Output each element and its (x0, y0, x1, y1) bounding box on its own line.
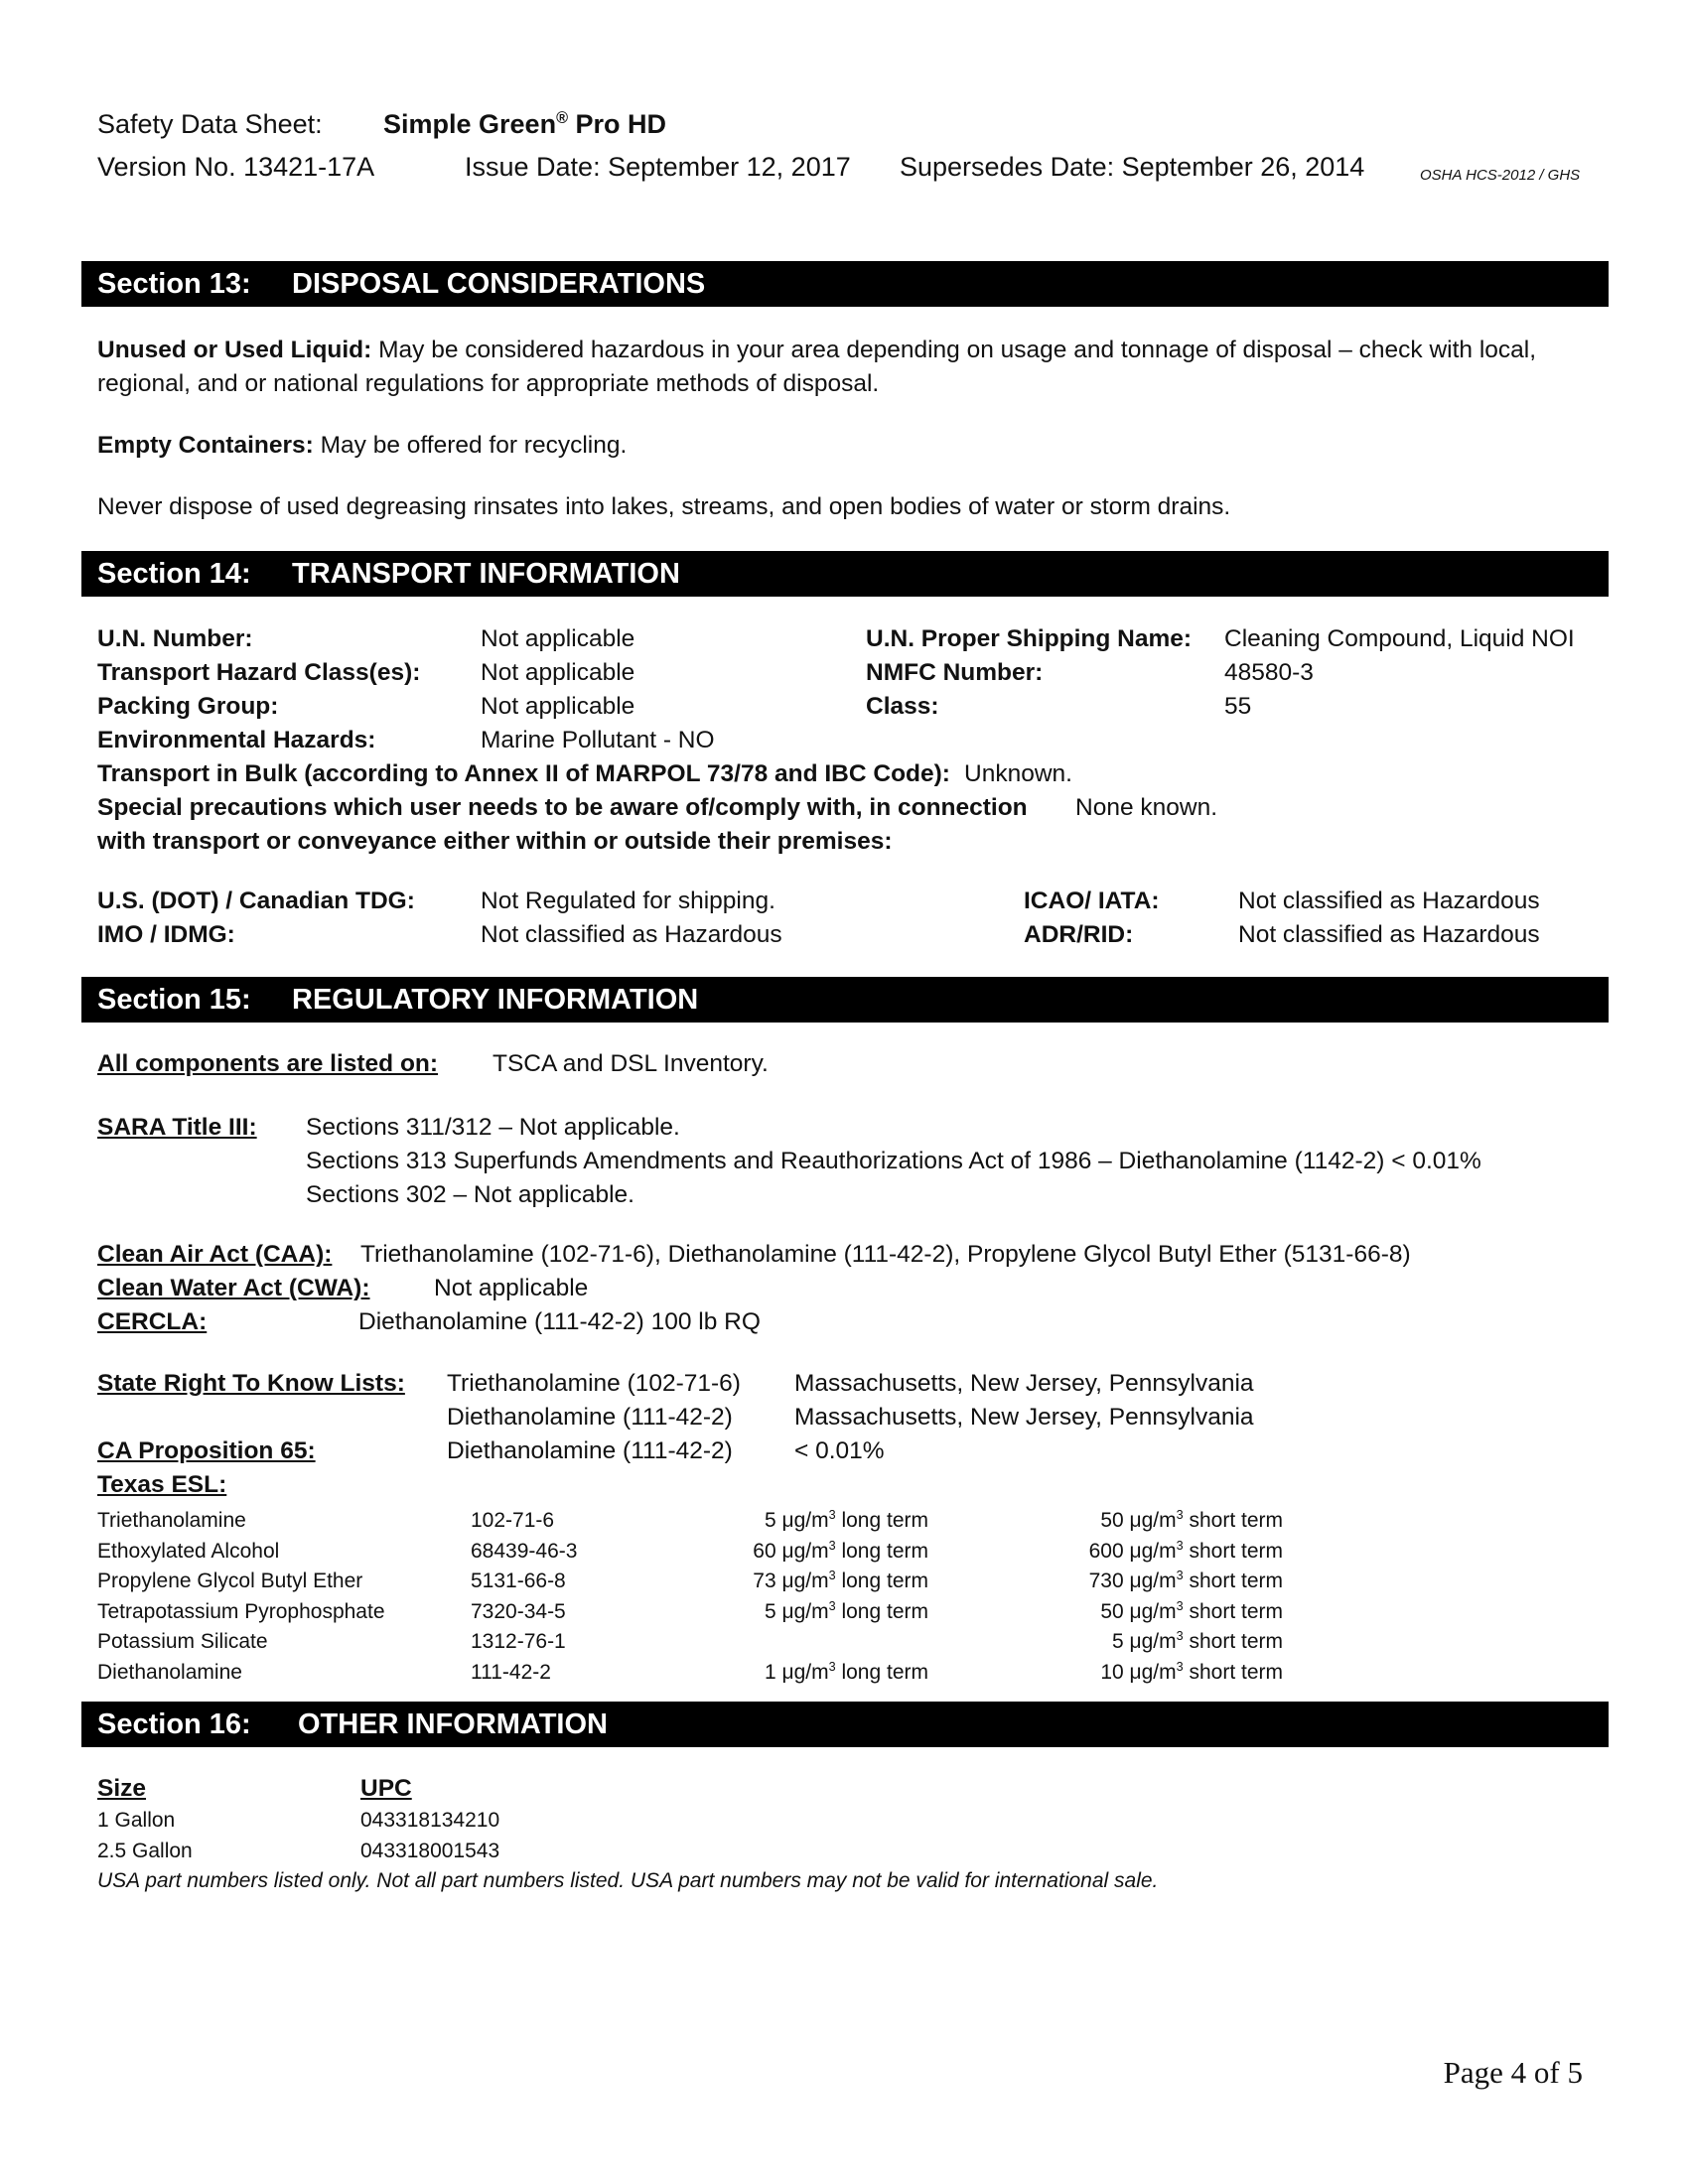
caa-label: Clean Air Act (CAA): (97, 1241, 333, 1268)
unused-liquid-label: Unused or Used Liquid: (97, 337, 372, 363)
esl-unit-exponent: 3 (1176, 1598, 1184, 1613)
esl-value: 5 (764, 1599, 776, 1623)
esl-unit: μg/m (1129, 1570, 1177, 1592)
page-number: Page 4 of 5 (1443, 2055, 1583, 2090)
srtk-chemical-1: Triethanolamine (102-71-6) (447, 1370, 741, 1397)
texas-esl-long-term (753, 1570, 928, 1593)
sara-line-2: Sections 313 Superfunds Amendments and Reauthorizations Act of 1986 – Diethanolamine (1142-2) < 0.01% (306, 1148, 1481, 1174)
esl-unit: μg/m (781, 1570, 829, 1592)
texas-esl-chemical: Tetrapotassium Pyrophosphate (97, 1599, 385, 1623)
class-label: Class: (866, 693, 939, 720)
packing-group-value: Not applicable (481, 693, 635, 720)
texas-esl-short-term (1100, 1600, 1283, 1624)
esl-suffix: short term (1183, 1660, 1283, 1684)
empty-containers-text: May be offered for recycling. (313, 432, 628, 459)
unused-liquid-paragraph (97, 334, 1597, 401)
product-name-text: Simple Green (383, 109, 557, 139)
texas-esl-long-term (753, 1540, 928, 1564)
sara-line-1: Sections 311/312 – Not applicable. (306, 1114, 680, 1141)
esl-value: 600 (1088, 1539, 1124, 1563)
esl-value: 730 (1088, 1570, 1124, 1592)
bulk-transport-label: Transport in Bulk (according to Annex II of MARPOL 73/78 and IBC Code): (97, 760, 950, 787)
caa-value: Triethanolamine (102-71-6), Diethanolamine (111-42-2), Propylene Glycol Butyl Ether (5131-66-8) (360, 1241, 1411, 1268)
cwa-value: Not applicable (434, 1275, 589, 1301)
esl-unit: μg/m (781, 1539, 829, 1563)
hazard-class-label: Transport Hazard Class(es): (97, 659, 421, 686)
esl-unit-exponent: 3 (828, 1659, 836, 1674)
issue-date: Issue Date: September 12, 2017 (465, 152, 851, 182)
section-13-header (81, 261, 1609, 307)
esl-unit-exponent: 3 (828, 1538, 836, 1553)
texas-esl-chemical: Propylene Glycol Butyl Ether (97, 1570, 363, 1592)
components-listed-label: All components are listed on: (97, 1050, 439, 1077)
shipping-name-label: U.N. Proper Shipping Name: (866, 625, 1193, 652)
version-number: Version No. 13421-17A (97, 152, 375, 182)
bulk-transport-value: Unknown. (964, 760, 1072, 787)
special-precautions-value: None known. (1075, 794, 1218, 821)
upc-size: 1 Gallon (97, 1809, 176, 1832)
esl-unit: μg/m (1129, 1660, 1177, 1684)
imo-label: IMO / IDMG: (97, 921, 235, 948)
texas-esl-chemical: Triethanolamine (97, 1509, 246, 1532)
product-name (383, 109, 666, 140)
env-hazards-value: Marine Pollutant - NO (481, 727, 715, 753)
texas-esl-short-term (1089, 1570, 1283, 1593)
esl-unit-exponent: 3 (828, 1569, 836, 1582)
esl-suffix: short term (1183, 1570, 1283, 1592)
esl-unit-exponent: 3 (1176, 1538, 1184, 1553)
section-14-number: Section 14: (97, 558, 251, 590)
part-numbers-note: USA part numbers listed only. Not all part numbers listed. USA part numbers may not be valid for international sale. (97, 1869, 1159, 1892)
esl-unit-exponent: 3 (828, 1598, 836, 1613)
esl-suffix: long term (835, 1509, 928, 1532)
state-right-to-know-label: State Right To Know Lists: (97, 1370, 405, 1397)
cercla-label: CERCLA: (97, 1308, 208, 1335)
icao-value: Not classified as Hazardous (1238, 887, 1540, 914)
esl-unit-exponent: 3 (1176, 1659, 1184, 1674)
supersedes-date: Supersedes Date: September 26, 2014 (900, 152, 1365, 182)
empty-containers-label: Empty Containers: (97, 432, 314, 459)
esl-suffix: short term (1183, 1630, 1283, 1653)
prop65-value: < 0.01% (794, 1437, 885, 1464)
upc-header: UPC (360, 1775, 412, 1802)
esl-unit: μg/m (781, 1599, 829, 1623)
section-15-number: Section 15: (97, 984, 251, 1016)
packing-group-label: Packing Group: (97, 693, 279, 720)
unused-liquid-text: May be considered hazardous in your area depending on usage and tonnage of disposal – check with local, regional, and or national regulations for appropriate methods of disposal. (97, 337, 1537, 397)
esl-suffix: long term (835, 1539, 928, 1563)
section-16-header (81, 1702, 1609, 1747)
texas-esl-short-term (1100, 1509, 1283, 1533)
srtk-states-2: Massachusetts, New Jersey, Pennsylvania (794, 1404, 1254, 1431)
esl-value: 50 (1100, 1599, 1124, 1623)
texas-esl-cas: 111-42-2 (471, 1660, 551, 1684)
esl-suffix: long term (835, 1570, 928, 1592)
upc-size: 2.5 Gallon (97, 1839, 193, 1862)
esl-unit: μg/m (1129, 1509, 1177, 1532)
texas-esl-cas: 1312-76-1 (471, 1630, 566, 1653)
product-suffix: Pro HD (575, 109, 667, 139)
esl-unit: μg/m (1129, 1539, 1177, 1563)
upc-code: 043318001543 (360, 1839, 500, 1862)
esl-value: 60 (753, 1539, 776, 1563)
esl-value: 5 (1111, 1630, 1124, 1653)
esl-value: 1 (764, 1660, 776, 1684)
texas-esl-chemical: Ethoxylated Alcohol (97, 1539, 280, 1563)
special-precautions-label-2: with transport or conveyance either within or outside their premises: (97, 828, 893, 855)
esl-suffix: long term (835, 1599, 928, 1623)
texas-esl-chemical: Diethanolamine (97, 1660, 242, 1684)
texas-esl-cas: 7320-34-5 (471, 1599, 566, 1623)
esl-unit: μg/m (781, 1660, 829, 1684)
prop65-chemical: Diethanolamine (111-42-2) (447, 1437, 733, 1464)
dot-value: Not Regulated for shipping. (481, 887, 775, 914)
never-dispose-paragraph: Never dispose of used degreasing rinsates into lakes, streams, and open bodies of water or storm drains. (97, 493, 1231, 520)
texas-esl-short-term (1112, 1630, 1283, 1654)
esl-suffix: long term (835, 1660, 928, 1684)
adr-value: Not classified as Hazardous (1238, 921, 1540, 948)
hazard-class-value: Not applicable (481, 659, 635, 686)
nmfc-label: NMFC Number: (866, 659, 1044, 686)
empty-containers-paragraph (97, 429, 1597, 463)
esl-value: 5 (764, 1509, 776, 1532)
section-15-title: REGULATORY INFORMATION (292, 984, 699, 1016)
section-14-header (81, 551, 1609, 597)
sds-label: Safety Data Sheet: (97, 109, 323, 139)
section-16-number: Section 16: (97, 1708, 251, 1740)
special-precautions-label-1: Special precautions which user needs to be aware of/comply with, in connection (97, 794, 1028, 821)
cercla-value: Diethanolamine (111-42-2) 100 lb RQ (358, 1308, 761, 1335)
un-number-value: Not applicable (481, 625, 635, 652)
esl-unit: μg/m (781, 1509, 829, 1532)
esl-unit: μg/m (1129, 1630, 1177, 1653)
components-listed-value: TSCA and DSL Inventory. (492, 1050, 769, 1077)
texas-esl-long-term (765, 1600, 928, 1624)
esl-unit-exponent: 3 (828, 1508, 836, 1522)
srtk-states-1: Massachusetts, New Jersey, Pennsylvania (794, 1370, 1254, 1397)
texas-esl-label: Texas ESL: (97, 1471, 227, 1498)
esl-unit-exponent: 3 (1176, 1569, 1184, 1582)
texas-esl-cas: 5131-66-8 (471, 1570, 566, 1592)
section-14-title: TRANSPORT INFORMATION (292, 558, 680, 590)
esl-value: 10 (1100, 1660, 1124, 1684)
sara-label: SARA Title III: (97, 1114, 257, 1141)
esl-suffix: short term (1183, 1539, 1283, 1563)
texas-esl-short-term (1089, 1540, 1283, 1564)
env-hazards-label: Environmental Hazards: (97, 727, 376, 753)
registered-mark: ® (556, 109, 569, 127)
osha-standard: OSHA HCS-2012 / GHS (1420, 167, 1581, 184)
srtk-chemical-2: Diethanolamine (111-42-2) (447, 1404, 733, 1431)
shipping-name-value: Cleaning Compound, Liquid NOI (1224, 625, 1575, 652)
adr-label: ADR/RID: (1024, 921, 1134, 948)
esl-suffix: short term (1183, 1599, 1283, 1623)
prop65-label: CA Proposition 65: (97, 1437, 316, 1464)
esl-value: 73 (753, 1570, 776, 1592)
imo-value: Not classified as Hazardous (481, 921, 782, 948)
sara-line-3: Sections 302 – Not applicable. (306, 1181, 634, 1208)
esl-suffix: short term (1183, 1509, 1283, 1532)
class-value: 55 (1224, 693, 1252, 720)
esl-unit: μg/m (1129, 1599, 1177, 1623)
size-header: Size (97, 1775, 147, 1802)
icao-label: ICAO/ IATA: (1024, 887, 1160, 914)
section-13-title: DISPOSAL CONSIDERATIONS (292, 268, 706, 300)
upc-code: 043318134210 (360, 1809, 500, 1832)
un-number-label: U.N. Number: (97, 625, 253, 652)
texas-esl-long-term (765, 1509, 928, 1533)
texas-esl-long-term (765, 1661, 928, 1685)
nmfc-value: 48580-3 (1224, 659, 1314, 686)
section-13-number: Section 13: (97, 268, 251, 300)
dot-label: U.S. (DOT) / Canadian TDG: (97, 887, 415, 914)
cwa-label: Clean Water Act (CWA): (97, 1275, 370, 1301)
texas-esl-short-term (1100, 1661, 1283, 1685)
section-15-header (81, 977, 1609, 1023)
esl-unit-exponent: 3 (1176, 1508, 1184, 1522)
texas-esl-chemical: Potassium Silicate (97, 1630, 268, 1653)
section-16-title: OTHER INFORMATION (298, 1708, 608, 1740)
texas-esl-cas: 102-71-6 (471, 1509, 555, 1532)
esl-value: 50 (1100, 1509, 1124, 1532)
esl-unit-exponent: 3 (1176, 1629, 1184, 1643)
texas-esl-cas: 68439-46-3 (471, 1539, 578, 1563)
